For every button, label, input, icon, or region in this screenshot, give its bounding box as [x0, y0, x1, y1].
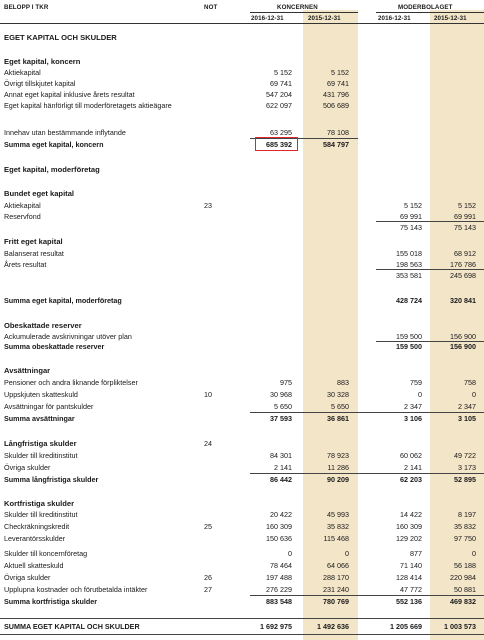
moderbolaget-2015-value: 3 173: [458, 463, 476, 472]
moderbolaget-2016-value: 198 563: [396, 260, 422, 269]
koncernen-2015-value: 780 769: [323, 597, 349, 606]
moderbolaget-2016-value: 552 136: [396, 597, 422, 606]
moderbolaget-2016-value: 0: [418, 390, 422, 399]
koncernen-2015-value: 35 832: [327, 522, 349, 531]
row-label: Övrigt tillskjutet kapital: [4, 79, 76, 88]
row-label: Skulder till kreditinstitut: [4, 510, 78, 519]
row-label: Skulder till kreditinstitut: [4, 451, 78, 460]
moderbolaget-2016-value: 128 414: [396, 573, 422, 582]
koncernen-2015-value: 36 861: [327, 414, 349, 423]
moderbolaget-2016-value: 2 141: [404, 463, 422, 472]
table-row: [0, 33, 484, 42]
moderbolaget-2015-value: 245 698: [450, 271, 476, 280]
moderbolaget-2016-value: 71 140: [400, 561, 422, 570]
moderbolaget-2015-value: 758: [464, 378, 476, 387]
row-label: Övriga skulder: [4, 573, 51, 582]
moderbolaget-2015-value: 50 881: [454, 585, 476, 594]
rule-kortfristiga: [250, 595, 484, 596]
moderbolaget-2016-value: 60 062: [400, 451, 422, 460]
moderbolaget-2016-value: 877: [410, 549, 422, 558]
rule-avsattningar: [250, 412, 484, 413]
row-label: Kortfristiga skulder: [4, 499, 75, 508]
table-row: [0, 79, 484, 88]
koncernen-2016-value: 1 692 975: [260, 622, 292, 631]
table-row: [0, 321, 484, 330]
koncernen-header: KONCERNEN: [277, 4, 318, 11]
koncernen-2016-value: 20 422: [270, 510, 292, 519]
header-bottom-rule: [0, 23, 484, 24]
belopp-header: BELOPP I TKR: [4, 4, 49, 11]
koncernen-2016-value: 63 295: [270, 128, 292, 137]
moderbolaget-2015-value: 2 347: [458, 402, 476, 411]
rule-reservfond: [376, 221, 484, 222]
koncernen-2015-value: 288 170: [323, 573, 349, 582]
koncernen-2015-value: 584 797: [323, 140, 349, 149]
moderbolaget-2015-value: 0: [472, 390, 476, 399]
koncernen-2015-value: 69 741: [327, 79, 349, 88]
row-label: Reservfond: [4, 212, 41, 221]
table-row: [0, 510, 484, 519]
moderbolaget-2016-value: 5 152: [404, 201, 422, 210]
koncernen-2016-value: 160 309: [266, 522, 292, 531]
table-row: [0, 534, 484, 543]
koncernen-2016-value: 5 650: [274, 402, 292, 411]
row-label: Aktiekapital: [4, 201, 41, 210]
row-label: Summa eget kapital, moderföretag: [4, 296, 122, 305]
koncernen-2016-value: 685 392: [266, 140, 292, 149]
row-label: Övriga skulder: [4, 463, 51, 472]
row-label: Eget kapital, koncern: [4, 57, 81, 66]
row-label: Aktuell skatteskuld: [4, 561, 64, 570]
table-row: [0, 585, 484, 594]
moderbolaget-date-2016: 2016-12-31: [378, 15, 411, 22]
table-row: [0, 189, 484, 198]
row-label: Obeskattade reserver: [4, 321, 82, 330]
koncernen-2016-value: 276 229: [266, 585, 292, 594]
note-ref: 10: [204, 390, 212, 399]
koncernen-2016-value: 78 464: [270, 561, 292, 570]
row-label: Checkräkningskredit: [4, 522, 70, 531]
moderbolaget-2016-value: 155 018: [396, 249, 422, 258]
moderbolaget-2015-value: 49 722: [454, 451, 476, 460]
table-row: [0, 223, 484, 232]
row-label: Summa obeskattade reserver: [4, 342, 105, 351]
koncernen-2015-value: 0: [345, 549, 349, 558]
row-label: Summa eget kapital, koncern: [4, 140, 104, 149]
moderbolaget-2016-value: 159 500: [396, 332, 422, 341]
note-ref: 25: [204, 522, 212, 531]
koncernen-date-2016: 2016-12-31: [251, 15, 284, 22]
row-label: Leverantörsskulder: [4, 534, 66, 543]
koncernen-2016-value: 86 442: [270, 475, 292, 484]
table-row: [0, 402, 484, 411]
table-row: [0, 68, 484, 77]
row-label: Årets resultat: [4, 260, 47, 269]
koncernen-2016-value: 37 593: [270, 414, 292, 423]
table-row: [0, 201, 484, 210]
koncernen-2016-value: 0: [288, 549, 292, 558]
row-label: Summa långfristiga skulder: [4, 475, 99, 484]
koncernen-date-2015: 2015-12-31: [308, 15, 341, 22]
table-row: [0, 451, 484, 460]
koncernen-2016-value: 5 152: [274, 68, 292, 77]
moderbolaget-2015-value: 220 984: [450, 573, 476, 582]
moderbolaget-2015-value: 176 786: [450, 260, 476, 269]
moderbolaget-2016-value: 759: [410, 378, 422, 387]
row-label: Annat eget kapital inklusive årets resultat: [4, 90, 135, 99]
moderbolaget-header-rule: [376, 12, 484, 13]
table-row: [0, 463, 484, 472]
table-row: [0, 212, 484, 221]
rule-langfristiga: [250, 473, 484, 474]
row-label: Summa avsättningar: [4, 414, 75, 423]
koncernen-2015-value: 883: [337, 378, 349, 387]
koncernen-2015-value: 5 152: [331, 68, 349, 77]
row-label: SUMMA EGET KAPITAL OCH SKULDER: [4, 622, 140, 631]
koncernen-2015-value: 45 993: [327, 510, 349, 519]
note-ref: 26: [204, 573, 212, 582]
table-row: [0, 522, 484, 531]
table-row: [0, 622, 484, 631]
table-row: [0, 101, 484, 110]
moderbolaget-2015-value: 1 003 573: [444, 622, 476, 631]
koncernen-2015-value: 5 650: [331, 402, 349, 411]
table-row: [0, 260, 484, 269]
moderbolaget-2016-value: 159 500: [396, 342, 422, 351]
koncernen-2016-value: 84 301: [270, 451, 292, 460]
moderbolaget-2015-value: 69 991: [454, 212, 476, 221]
table-row: [0, 390, 484, 399]
rule-total-bottom: [0, 634, 484, 635]
moderbolaget-2015-value: 156 900: [450, 342, 476, 351]
moderbolaget-2015-value: 0: [472, 549, 476, 558]
moderbolaget-2015-value: 68 912: [454, 249, 476, 258]
moderbolaget-2016-value: 129 202: [396, 534, 422, 543]
row-label: Pensioner och andra liknande förpliktelser: [4, 378, 138, 387]
koncernen-2015-value: 1 492 636: [317, 622, 349, 631]
koncernen-2016-value: 69 741: [270, 79, 292, 88]
koncernen-2015-value: 231 240: [323, 585, 349, 594]
row-label: Bundet eget kapital: [4, 189, 75, 198]
rule-obeskattade: [376, 341, 484, 342]
moderbolaget-2015-value: 320 841: [450, 296, 476, 305]
moderbolaget-header: MODERBOLAGET: [398, 4, 453, 11]
koncernen-2015-value: 78 108: [327, 128, 349, 137]
table-row: [0, 366, 484, 375]
moderbolaget-2016-value: 75 143: [400, 223, 422, 232]
moderbolaget-2016-value: 69 991: [400, 212, 422, 221]
moderbolaget-2015-value: 156 900: [450, 332, 476, 341]
table-row: [0, 475, 484, 484]
table-row: [0, 573, 484, 582]
table-row: [0, 597, 484, 606]
row-label: Aktiekapital: [4, 68, 41, 77]
table-row: [0, 439, 484, 448]
moderbolaget-2015-value: 52 895: [454, 475, 476, 484]
row-label: Upplupna kostnader och förutbetalda intäkter: [4, 585, 148, 594]
table-row: [0, 249, 484, 258]
moderbolaget-2016-value: 353 581: [396, 271, 422, 280]
table-row: [0, 271, 484, 280]
rule-arets-resultat: [376, 269, 484, 270]
table-row: [0, 332, 484, 341]
row-label: Fritt eget kapital: [4, 237, 63, 246]
row-label: Skulder till koncernföretag: [4, 549, 88, 558]
row-label: Avsättningar för pantskulder: [4, 402, 94, 411]
koncernen-header-rule: [250, 12, 358, 13]
koncernen-2015-value: 506 689: [323, 101, 349, 110]
koncernen-2015-value: 431 796: [323, 90, 349, 99]
highlight-box-685392: [255, 137, 298, 151]
moderbolaget-2016-value: 47 772: [400, 585, 422, 594]
moderbolaget-2015-value: 469 832: [450, 597, 476, 606]
koncernen-2015-value: 64 066: [327, 561, 349, 570]
row-label: Eget kapital, moderföretag: [4, 165, 100, 174]
table-row: [0, 414, 484, 423]
koncernen-2015-value: 90 209: [327, 475, 349, 484]
row-label: Summa kortfristiga skulder: [4, 597, 98, 606]
koncernen-2016-value: 150 636: [266, 534, 292, 543]
table-row: [0, 140, 484, 149]
note-ref: 23: [204, 201, 212, 210]
moderbolaget-2016-value: 428 724: [396, 296, 422, 305]
moderbolaget-2016-value: 2 347: [404, 402, 422, 411]
koncernen-2016-value: 30 968: [270, 390, 292, 399]
koncernen-2016-value: 883 548: [266, 597, 292, 606]
row-label: Ackumulerade avskrivningar utöver plan: [4, 332, 132, 341]
moderbolaget-2015-value: 8 197: [458, 510, 476, 519]
row-label: Uppskjuten skatteskuld: [4, 390, 78, 399]
koncernen-2016-value: 547 204: [266, 90, 292, 99]
koncernen-2015-value: 11 286: [327, 463, 349, 472]
table-row: [0, 237, 484, 246]
table-row: [0, 549, 484, 558]
table-row: [0, 499, 484, 508]
not-header: NOT: [204, 4, 218, 11]
rule-total-top: [0, 618, 484, 619]
table-row: [0, 378, 484, 387]
koncernen-2015-value: 30 328: [327, 390, 349, 399]
koncernen-2016-value: 622 097: [266, 101, 292, 110]
row-label: Långfristiga skulder: [4, 439, 77, 448]
table-row: [0, 128, 484, 137]
moderbolaget-2015-value: 75 143: [454, 223, 476, 232]
moderbolaget-2016-value: 14 422: [400, 510, 422, 519]
table-row: [0, 57, 484, 66]
koncernen-2016-value: 2 141: [274, 463, 292, 472]
moderbolaget-2015-value: 5 152: [458, 201, 476, 210]
table-row: [0, 296, 484, 305]
row-label: Eget kapital hänförligt till moderföretagets aktieägare: [4, 101, 172, 110]
table-row: [0, 165, 484, 174]
row-label: Balanserat resultat: [4, 249, 64, 258]
moderbolaget-2015-value: 35 832: [454, 522, 476, 531]
koncernen-2016-value: 197 488: [266, 573, 292, 582]
koncernen-2015-value: 115 468: [323, 534, 349, 543]
moderbolaget-2015-value: 56 188: [454, 561, 476, 570]
table-row: [0, 342, 484, 351]
moderbolaget-2016-value: 160 309: [396, 522, 422, 531]
row-label: Avsättningar: [4, 366, 51, 375]
moderbolaget-2015-value: 3 105: [458, 414, 476, 423]
moderbolaget-2016-value: 62 203: [400, 475, 422, 484]
note-ref: 24: [204, 439, 212, 448]
table-row: [0, 561, 484, 570]
moderbolaget-2016-value: 3 106: [404, 414, 422, 423]
note-ref: 27: [204, 585, 212, 594]
row-label: EGET KAPITAL OCH SKULDER: [4, 33, 117, 42]
koncernen-2015-value: 78 923: [327, 451, 349, 460]
koncernen-2016-value: 975: [280, 378, 292, 387]
row-label: Innehav utan bestämmande inflytande: [4, 128, 126, 137]
moderbolaget-2016-value: 1 205 669: [390, 622, 422, 631]
moderbolaget-date-2015: 2015-12-31: [434, 15, 467, 22]
moderbolaget-2015-value: 97 750: [454, 534, 476, 543]
table-row: [0, 90, 484, 99]
